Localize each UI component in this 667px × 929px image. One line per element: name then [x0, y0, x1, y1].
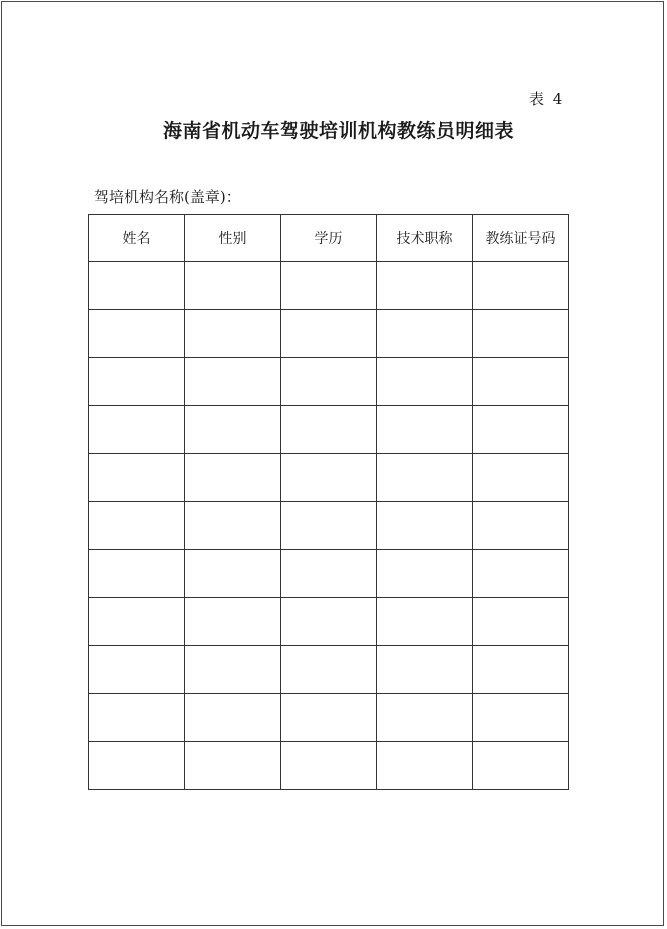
table-cell — [473, 310, 569, 358]
table-cell — [473, 454, 569, 502]
table-cell — [377, 502, 473, 550]
table-cell — [473, 358, 569, 406]
table-cell — [89, 358, 185, 406]
table-row — [89, 598, 569, 646]
org-name-label: 驾培机构名称(盖章)： — [94, 188, 241, 206]
table-cell — [377, 646, 473, 694]
table-row — [89, 646, 569, 694]
table-cell — [185, 502, 281, 550]
table-row — [89, 550, 569, 598]
table-cell — [281, 406, 377, 454]
table-cell — [377, 310, 473, 358]
table-row — [89, 502, 569, 550]
table-cell — [473, 742, 569, 790]
table-cell — [473, 646, 569, 694]
table-cell — [185, 406, 281, 454]
column-header-name: 姓名 — [89, 215, 185, 262]
table-cell — [281, 310, 377, 358]
table-cell — [89, 454, 185, 502]
table-cell — [377, 694, 473, 742]
table-cell — [185, 358, 281, 406]
table-cell — [377, 406, 473, 454]
table-row — [89, 406, 569, 454]
table-cell — [281, 454, 377, 502]
table-cell — [377, 358, 473, 406]
table-cell — [185, 550, 281, 598]
table-cell — [473, 598, 569, 646]
table-cell — [281, 646, 377, 694]
table-cell — [89, 310, 185, 358]
column-header-education: 学历 — [281, 215, 377, 262]
table-cell — [473, 694, 569, 742]
column-header-gender: 性别 — [185, 215, 281, 262]
table-cell — [377, 262, 473, 310]
table-cell — [377, 454, 473, 502]
table-cell — [89, 598, 185, 646]
table-cell — [89, 406, 185, 454]
table-row — [89, 742, 569, 790]
table-cell — [185, 454, 281, 502]
table-cell — [473, 406, 569, 454]
table-cell — [281, 598, 377, 646]
table-header-row — [89, 215, 569, 262]
table-row — [89, 358, 569, 406]
table-cell — [185, 310, 281, 358]
table-cell — [185, 646, 281, 694]
column-header-title: 技术职称 — [377, 215, 473, 262]
form-number: 表 4 — [529, 90, 565, 108]
table-cell — [89, 646, 185, 694]
table-cell — [377, 550, 473, 598]
table-cell — [89, 694, 185, 742]
coach-detail-table — [88, 214, 569, 790]
table-row — [89, 262, 569, 310]
table-cell — [473, 262, 569, 310]
table-row — [89, 694, 569, 742]
table-cell — [281, 358, 377, 406]
table-cell — [185, 598, 281, 646]
column-header-certificate: 教练证号码 — [473, 215, 569, 262]
table-cell — [185, 742, 281, 790]
table-cell — [473, 502, 569, 550]
table-cell — [89, 262, 185, 310]
table-cell — [89, 502, 185, 550]
table-cell — [185, 262, 281, 310]
table-cell — [281, 550, 377, 598]
table-cell — [473, 550, 569, 598]
table-body — [89, 262, 569, 790]
table-cell — [89, 742, 185, 790]
table-cell — [281, 694, 377, 742]
table-row — [89, 310, 569, 358]
table-cell — [89, 550, 185, 598]
table-cell — [281, 742, 377, 790]
table-cell — [377, 598, 473, 646]
table-cell — [185, 694, 281, 742]
table-cell — [281, 262, 377, 310]
table-cell — [377, 742, 473, 790]
table-row — [89, 454, 569, 502]
table-cell — [281, 502, 377, 550]
document-title: 海南省机动车驾驶培训机构教练员明细表 — [162, 120, 514, 142]
